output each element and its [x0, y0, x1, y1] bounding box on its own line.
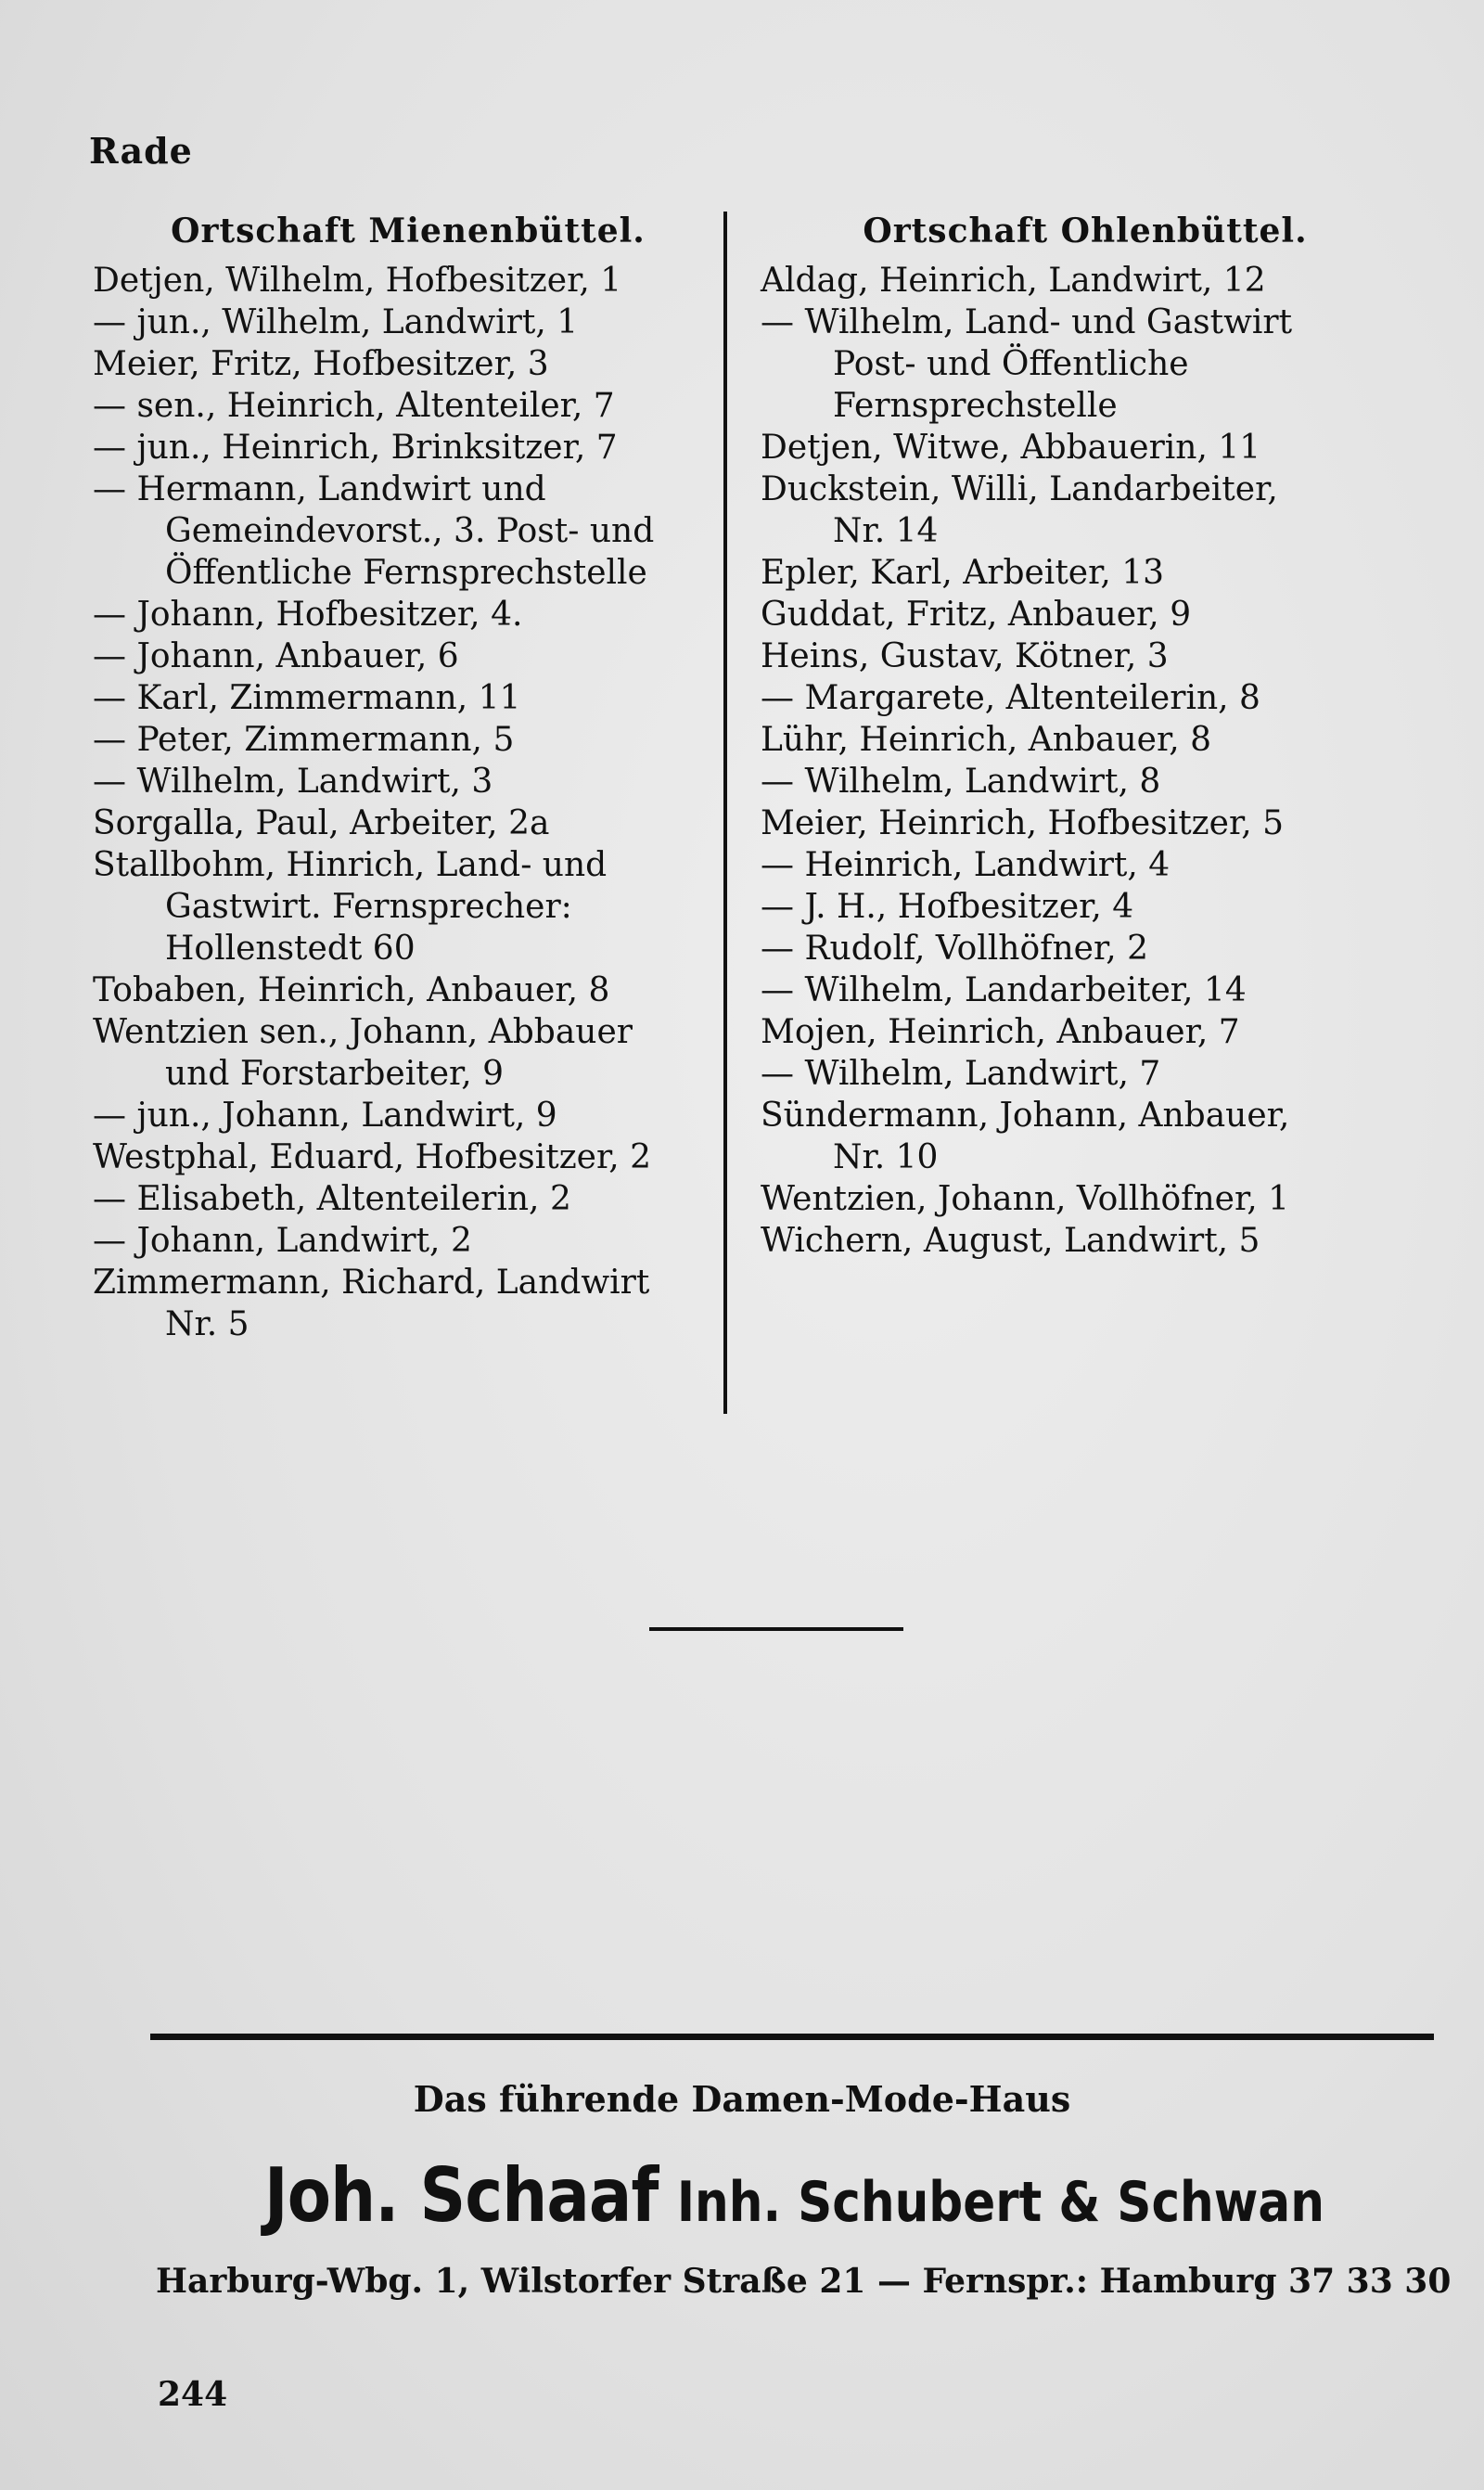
page-number: 244: [158, 2375, 228, 2414]
advertisement-brand-line: [264, 2152, 1324, 2239]
directory-entry: Wentzien sen., Johann, Abbauer: [93, 1013, 633, 1051]
directory-entry: Sündermann, Johann, Anbauer,: [761, 1097, 1290, 1135]
directory-entry: Lühr, Heinrich, Anbauer, 8: [761, 721, 1211, 759]
directory-entry: — jun., Heinrich, Brinksitzer, 7: [93, 429, 618, 467]
directory-entry: Hollenstedt 60: [165, 930, 416, 968]
column-mienenbuettel: [93, 195, 723, 1345]
advertisement-rule: [150, 2034, 1434, 2040]
directory-entry: Zimmermann, Richard, Landwirt: [93, 1264, 650, 1302]
advertisement-address: Harburg-Wbg. 1, Wilstorfer Straße 21 — Fernspr.: Hamburg 37 33 30: [156, 2262, 1452, 2301]
directory-entry: — jun., Wilhelm, Landwirt, 1: [93, 303, 579, 341]
directory-entry: — Johann, Landwirt, 2: [93, 1222, 472, 1260]
advertisement-brand: Joh. Schaaf: [264, 2152, 659, 2239]
directory-entry: Nr. 10: [833, 1138, 939, 1176]
advertisement-owners: Inh. Schubert & Schwan: [676, 2170, 1324, 2235]
directory-entry: — jun., Johann, Landwirt, 9: [93, 1097, 557, 1135]
directory-entry: Nr. 14: [833, 512, 939, 550]
section-end-rule: [649, 1627, 903, 1631]
directory-entry: Meier, Heinrich, Hofbesitzer, 5: [761, 804, 1284, 842]
directory-entry: Meier, Fritz, Hofbesitzer, 3: [93, 345, 549, 383]
advertisement-tagline: Das führende Damen-Mode-Haus: [413, 2078, 1071, 2120]
column-ohlenbuettel: [761, 195, 1410, 1262]
directory-entry: — Karl, Zimmermann, 11: [93, 679, 521, 717]
directory-entry: und Forstarbeiter, 9: [165, 1055, 505, 1093]
directory-entry: Sorgalla, Paul, Arbeiter, 2a: [93, 804, 550, 842]
directory-entry: — J. H., Hofbesitzer, 4: [761, 888, 1134, 926]
directory-entry: Westphal, Eduard, Hofbesitzer, 2: [93, 1138, 652, 1176]
directory-entry: Post- und Öffentliche: [833, 345, 1189, 383]
directory-entry: Duckstein, Willi, Landarbeiter,: [761, 470, 1278, 508]
directory-entry: Mojen, Heinrich, Anbauer, 7: [761, 1013, 1240, 1051]
entry-list-ohlenbuettel: [761, 260, 1410, 1262]
directory-entry: — Wilhelm, Landwirt, 8: [761, 763, 1161, 801]
directory-entry: — Margarete, Altenteilerin, 8: [761, 679, 1260, 717]
directory-entry: — Wilhelm, Land- und Gastwirt: [761, 303, 1293, 341]
directory-entry: — Johann, Hofbesitzer, 4.: [93, 596, 523, 634]
directory-entry: Gemeindevorst., 3. Post- und: [165, 512, 655, 550]
page-header: Rade: [89, 130, 193, 172]
directory-entry: — Johann, Anbauer, 6: [93, 637, 459, 675]
directory-entry: — Peter, Zimmermann, 5: [93, 721, 515, 759]
directory-entry: Tobaben, Heinrich, Anbauer, 8: [93, 971, 610, 1009]
directory-entry: Fernsprechstelle: [833, 387, 1118, 425]
directory-entry: Heins, Gustav, Kötner, 3: [761, 637, 1169, 675]
directory-entry: Nr. 5: [165, 1305, 249, 1343]
directory-entry: Aldag, Heinrich, Landwirt, 12: [761, 262, 1266, 300]
directory-entry: Epler, Karl, Arbeiter, 13: [761, 554, 1165, 592]
directory-entry: Gastwirt. Fernsprecher:: [165, 888, 572, 926]
directory-entry: — Wilhelm, Landarbeiter, 14: [761, 971, 1247, 1009]
directory-entry: Detjen, Wilhelm, Hofbesitzer, 1: [93, 262, 622, 300]
directory-entry: Wichern, August, Landwirt, 5: [761, 1222, 1260, 1260]
directory-entry: Guddat, Fritz, Anbauer, 9: [761, 596, 1192, 634]
directory-entry: Öffentliche Fernsprechstelle: [165, 554, 647, 592]
directory-entry: — sen., Heinrich, Altenteiler, 7: [93, 387, 615, 425]
directory-entry: — Heinrich, Landwirt, 4: [761, 846, 1171, 884]
column-title-mienenbuettel: Ortschaft Mienenbüttel.: [171, 212, 646, 250]
column-title-ohlenbuettel: Ortschaft Ohlenbüttel.: [863, 212, 1308, 250]
directory-entry: — Elisabeth, Altenteilerin, 2: [93, 1180, 571, 1218]
directory-entry: Wentzien, Johann, Vollhöfner, 1: [761, 1180, 1290, 1218]
directory-entry: — Rudolf, Vollhöfner, 2: [761, 930, 1149, 968]
entry-list-mienenbuettel: [93, 260, 723, 1345]
directory-entry: Stallbohm, Hinrich, Land- und: [93, 846, 608, 884]
directory-entry: — Wilhelm, Landwirt, 3: [93, 763, 493, 801]
column-divider: [723, 212, 727, 1414]
directory-entry: — Wilhelm, Landwirt, 7: [761, 1055, 1161, 1093]
directory-entry: Detjen, Witwe, Abbauerin, 11: [761, 429, 1261, 467]
directory-entry: — Hermann, Landwirt und: [93, 470, 546, 508]
